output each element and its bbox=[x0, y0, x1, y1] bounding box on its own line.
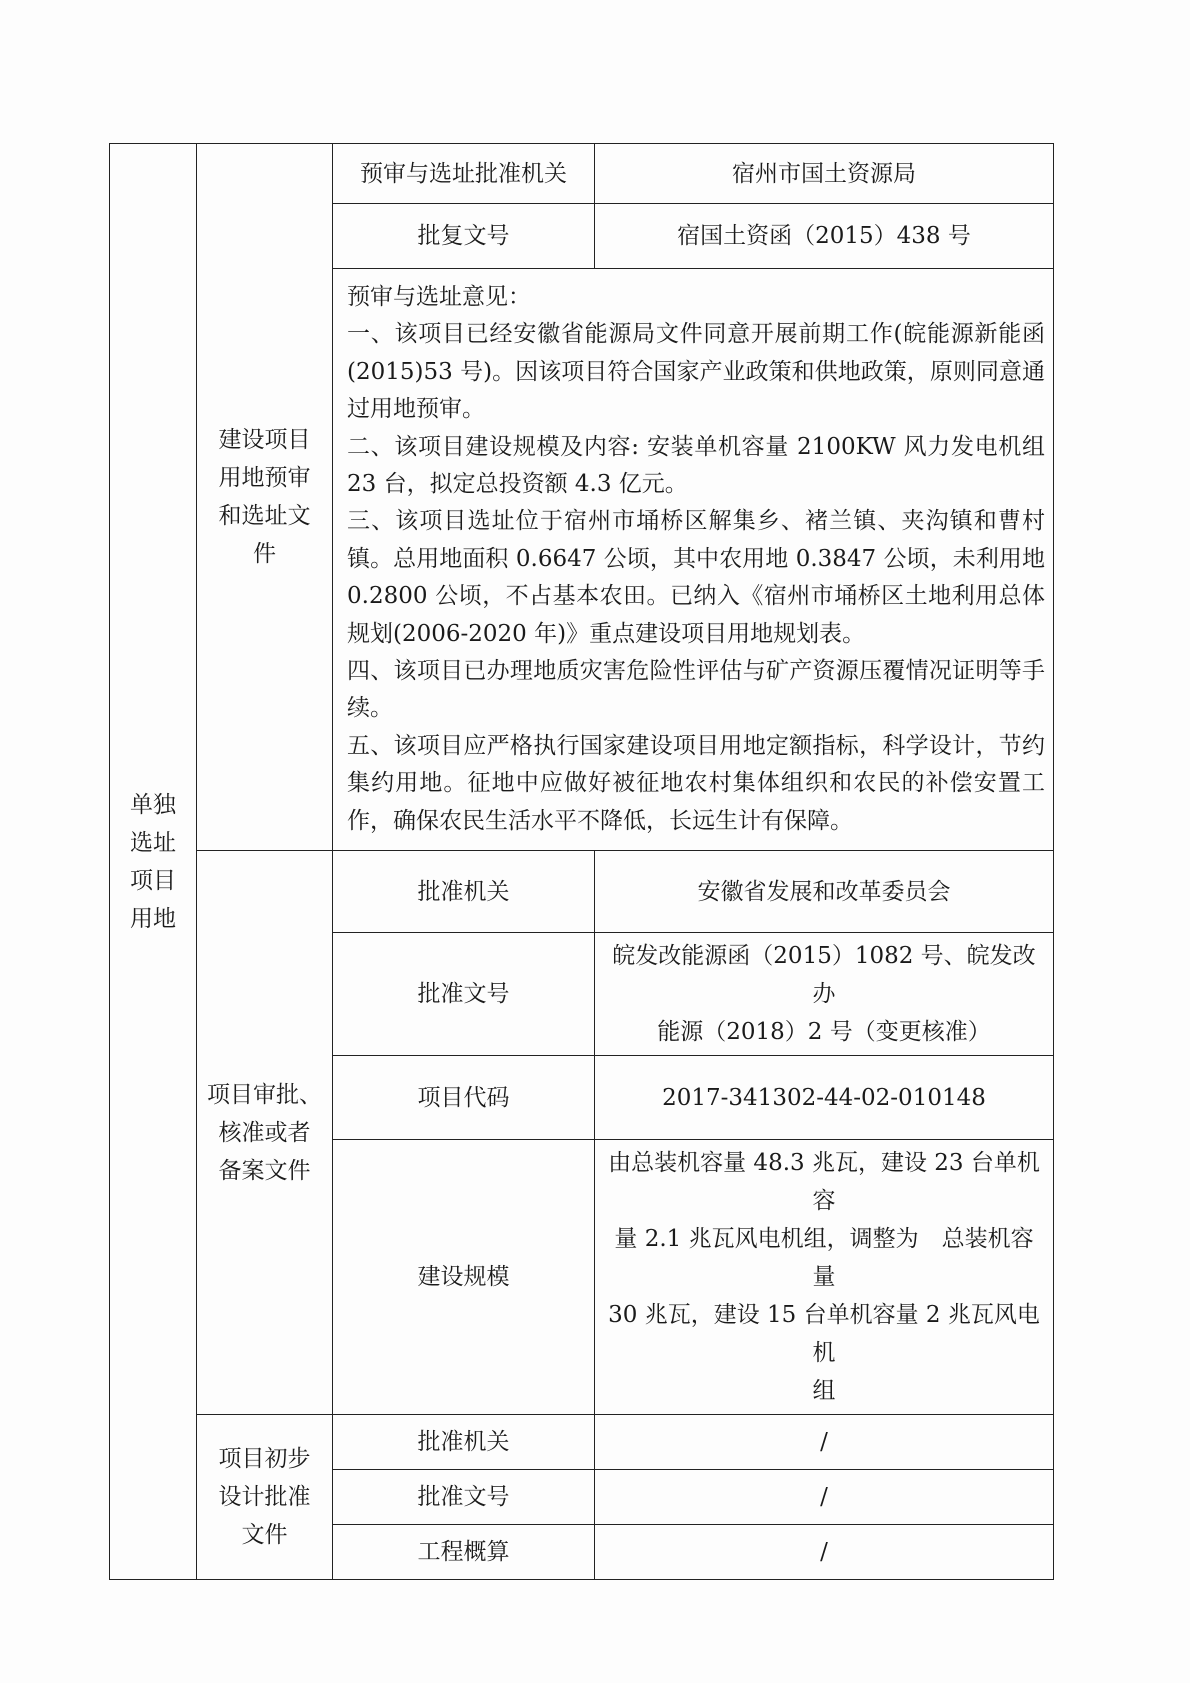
reply-doc-number-label: 批复文号 bbox=[333, 204, 595, 269]
land-pre-approval-label-line: 件 bbox=[253, 541, 276, 568]
approval-doc-number-line: 皖发改能源函（2015）1082 号、皖发改办 bbox=[612, 943, 1036, 1008]
land-pre-approval-label-line: 和选址文 bbox=[218, 503, 311, 530]
construction-scale-line: 30 兆瓦，建设 15 台单机容量 2 兆瓦风电机 bbox=[608, 1302, 1040, 1367]
opinion-heading: 预审与选址意见： bbox=[347, 284, 531, 310]
approval-doc-number-value bbox=[595, 933, 1054, 1056]
construction-scale-line: 量 2.1 兆瓦风电机组，调整为 总装机容量 bbox=[614, 1226, 1034, 1291]
preliminary-design-label-line: 设计批准 bbox=[218, 1484, 311, 1511]
pre-approval-opinion-cell bbox=[333, 269, 1054, 851]
preliminary-design-label-cell bbox=[197, 1415, 333, 1580]
reply-doc-number-value: 宿国土资函（2015）438 号 bbox=[595, 204, 1054, 269]
project-code-value: 2017-341302-44-02-010148 bbox=[595, 1056, 1054, 1140]
land-pre-approval-label-cell bbox=[197, 144, 333, 851]
section-label-line: 选址 bbox=[130, 829, 176, 856]
project-approval-label-line: 核准或者 bbox=[218, 1119, 311, 1146]
approval-authority-value: 宿州市国土资源局 bbox=[595, 144, 1054, 204]
table-row bbox=[110, 851, 1054, 933]
section-label-line: 项目 bbox=[130, 867, 176, 894]
land-pre-approval-label-line: 用地预审 bbox=[218, 465, 311, 492]
approval-doc-number-value: / bbox=[595, 1470, 1054, 1525]
construction-scale-value bbox=[595, 1140, 1054, 1415]
opinion-paragraph: 一、该项目已经安徽省能源局文件同意开展前期工作(皖能源新能函(2015)53 号)。因该项目符合国家产业政策和供地政策，原则同意通过用地预审。 bbox=[347, 321, 1045, 423]
opinion-paragraph: 三、该项目选址位于宿州市埇桥区解集乡、褚兰镇、夹沟镇和曹村镇。总用地面积 0.6647 公顷，其中农用地 0.3847 公顷，未利用地 0.2800 公顷，不占基本农田。已纳入《宿州市埇桥区土地利用总体规划(2006-2020 年)》重点建设项目用地规划表。 bbox=[347, 508, 1045, 647]
approval-authority-label: 批准机关 bbox=[333, 851, 595, 933]
approval-authority-value: 安徽省发展和改革委员会 bbox=[595, 851, 1054, 933]
section-label-line: 单独 bbox=[130, 791, 176, 818]
land-use-form-table bbox=[109, 143, 1054, 1580]
table-row bbox=[110, 144, 1054, 204]
opinion-paragraph: 五、该项目应严格执行国家建设项目用地定额指标，科学设计，节约集约用地。征地中应做好被征地农村集体组织和农民的补偿安置工作，确保农民生活水平不降低，长远生计有保障。 bbox=[347, 732, 1045, 834]
engineering-estimate-value: / bbox=[595, 1525, 1054, 1580]
approval-authority-value: / bbox=[595, 1415, 1054, 1470]
project-approval-label-cell bbox=[197, 851, 333, 1415]
construction-scale-label: 建设规模 bbox=[333, 1140, 595, 1415]
opinion-paragraph: 二、该项目建设规模及内容: 安装单机容量 2100KW 风力发电机组 23 台，拟定总投资额 4.3 亿元。 bbox=[347, 433, 1045, 498]
section-label-cell bbox=[110, 144, 197, 1580]
approval-doc-number-label: 批准文号 bbox=[333, 933, 595, 1056]
project-approval-label-line: 项目审批、 bbox=[207, 1081, 322, 1108]
approval-doc-number-label: 批准文号 bbox=[333, 1470, 595, 1525]
opinion-paragraph: 四、该项目已办理地质灾害危险性评估与矿产资源压覆情况证明等手续。 bbox=[347, 658, 1045, 722]
approval-doc-number-line: 能源（2018）2 号（变更核准） bbox=[657, 1019, 991, 1046]
construction-scale-line: 由总装机容量 48.3 兆瓦，建设 23 台单机容 bbox=[608, 1150, 1040, 1215]
project-code-label: 项目代码 bbox=[333, 1056, 595, 1140]
approval-authority-label: 批准机关 bbox=[333, 1415, 595, 1470]
preliminary-design-label-line: 项目初步 bbox=[218, 1446, 311, 1473]
engineering-estimate-label: 工程概算 bbox=[333, 1525, 595, 1580]
table-row bbox=[110, 1415, 1054, 1470]
construction-scale-line: 组 bbox=[812, 1378, 836, 1405]
section-label-line: 用地 bbox=[130, 905, 176, 932]
land-pre-approval-label-line: 建设项目 bbox=[218, 427, 311, 454]
approval-authority-label: 预审与选址批准机关 bbox=[333, 144, 595, 204]
preliminary-design-label-line: 文件 bbox=[241, 1522, 288, 1549]
project-approval-label-line: 备案文件 bbox=[218, 1157, 311, 1184]
